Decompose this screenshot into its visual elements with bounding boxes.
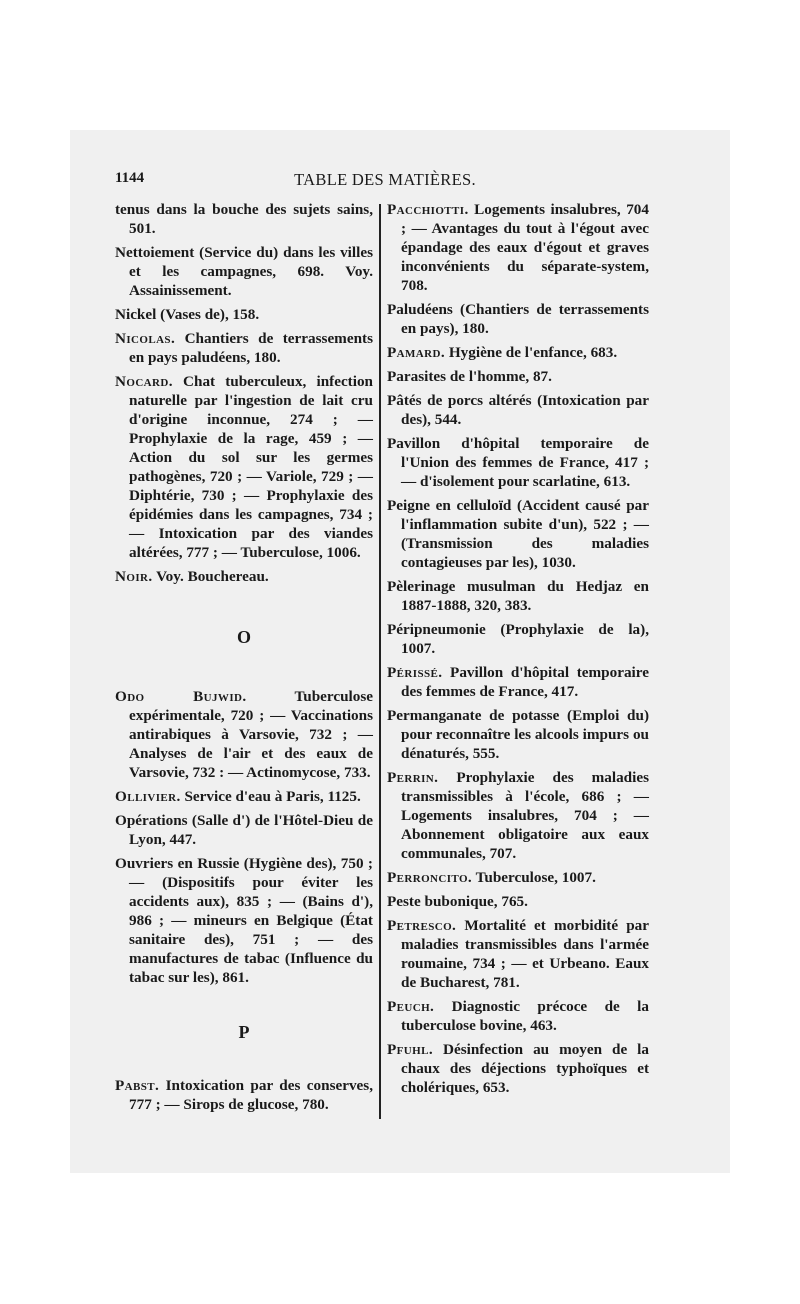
entry-text: Peigne en celluloïd (Accident causé par l'inflammation subite d'un), 522 ; — (Transmission des maladies contagieuses par les), 1030. — [387, 497, 649, 571]
entry-headword: Pabst. — [115, 1077, 160, 1094]
index-entry — [387, 706, 649, 763]
entry-text: Diagnostic précoce de la tuberculose bovine, 463. — [401, 998, 649, 1034]
entry-text: Pèlerinage musulman du Hedjaz en 1887-1888, 320, 383. — [387, 578, 649, 614]
entry-text: Logements insalubres, 704 ; — Avantages du tout à l'égout avec épandage des eaux d'égout et graves inconvénients du séparate-system, 708. — [401, 201, 649, 294]
index-entry — [387, 1040, 649, 1097]
entry-headword: Pamard. — [387, 344, 446, 361]
index-entry — [115, 1076, 373, 1114]
entry-text: Intoxication par des conserves, 777 ; — Sirops de glucose, 780. — [129, 1077, 373, 1113]
entry-headword: Périssé. — [387, 664, 443, 681]
entry-text: Opérations (Salle d') de l'Hôtel-Dieu de Lyon, 447. — [115, 812, 373, 848]
index-entry — [115, 567, 373, 586]
entry-text: Désinfection au moyen de la chaux des déjections typhoïques et cholériques, 653. — [401, 1041, 649, 1096]
entry-text: Voy. Bouchereau. — [152, 568, 269, 585]
index-entry — [115, 243, 373, 300]
index-entry — [387, 997, 649, 1035]
entry-headword: Noir. — [115, 568, 153, 585]
index-entry — [115, 687, 373, 782]
index-entry — [115, 372, 373, 562]
entry-headword: Pfuhl. — [387, 1041, 434, 1058]
column-rule — [379, 204, 381, 1119]
entry-headword: Pacchiotti. — [387, 201, 469, 218]
running-title: TABLE DES MATIÈRES. — [294, 170, 476, 189]
index-entry — [115, 854, 373, 987]
left-column — [115, 200, 373, 1119]
entry-text: Permanganate de potasse (Emploi du) pour reconnaître les alcools impurs ou dénaturés, 555. — [387, 707, 649, 762]
index-entry — [115, 305, 373, 324]
entry-text: Prophylaxie des maladies transmissibles à l'école, 686 ; — Logements insalubres, 704 ; — Abonnement obligatoire aux eaux communales, 707. — [401, 769, 649, 862]
entry-text: Pavillon d'hôpital temporaire des femmes de France, 417. — [401, 664, 649, 700]
page-header — [115, 170, 655, 194]
index-entry — [387, 300, 649, 338]
index-entry — [387, 768, 649, 863]
page-number: 1144 — [115, 170, 145, 186]
index-entry — [387, 620, 649, 658]
entry-text: Parasites de l'homme, 87. — [387, 368, 552, 385]
index-entry — [387, 367, 649, 386]
entry-headword: Nicolas. — [115, 330, 176, 347]
entry-headword: Perroncito. — [387, 869, 473, 886]
entry-headword: Ollivier. — [115, 788, 181, 805]
entry-text: Chat tuberculeux, infection naturelle par l'ingestion de lait cru d'origine inconnue, 274 ; — Prophylaxie de la rage, 459 ; — Action du sol sur les germes pathogènes, 720 ; — Variole, 729 ; — Diphtérie, 730 ; — Prophylaxie des épidémies dans les campagnes, 734 ; — Intoxication par des viandes altérées, 777 ; — Tuberculose, 1006. — [129, 373, 373, 561]
entry-text: Ouvriers en Russie (Hygiène des), 750 ; — (Dispositifs pour éviter les accidents aux), 835 ; — (Bains d'), 986 ; — mineurs en Belgique (État sanitaire des), 751 ; — des manufactures de tabac (Influence du tabac sur les), 861. — [115, 855, 373, 986]
index-entry — [387, 663, 649, 701]
entry-headword: Perrin. — [387, 769, 439, 786]
entry-text: Paludéens (Chantiers de terrassements en pays), 180. — [387, 301, 649, 337]
entry-headword: Petresco. — [387, 917, 457, 934]
entry-text: Tuberculose, 1007. — [472, 869, 596, 886]
entry-text: Nettoiement (Service du) dans les villes et les campagnes, 698. Voy. Assainissement. — [115, 244, 373, 299]
index-entry — [115, 787, 373, 806]
entry-headword: Odo Bujwid. — [115, 688, 247, 705]
entry-text: Pavillon d'hôpital temporaire de l'Union des femmes de France, 417 ; — d'isolement pour scarlatine, 613. — [387, 435, 649, 490]
index-entry — [387, 892, 649, 911]
right-column — [387, 200, 649, 1102]
entry-text: Tuberculose expérimentale, 720 ; — Vaccinations antirabiques à Varsovie, 732 ; — Analyses de l'air et des eaux de Varsovie, 732 : — Actinomycose, 733. — [129, 688, 373, 781]
index-entry — [115, 329, 373, 367]
entry-text: tenus dans la bouche des sujets sains, 501. — [115, 201, 373, 237]
index-entry — [387, 577, 649, 615]
index-entry — [387, 343, 649, 362]
index-entry — [387, 434, 649, 491]
index-entry — [387, 391, 649, 429]
index-entry — [387, 916, 649, 992]
entry-headword: Nocard. — [115, 373, 173, 390]
index-entry — [387, 496, 649, 572]
section-letter-o: O — [236, 627, 251, 647]
entry-text: Peste bubonique, 765. — [387, 893, 528, 910]
section-letter-p: P — [238, 1022, 250, 1042]
entry-text: Chantiers de terrassements en pays paludéens, 180. — [129, 330, 373, 366]
index-entry — [115, 200, 373, 238]
index-entry — [387, 868, 649, 887]
entry-text: Nickel (Vases de), 158. — [115, 306, 260, 323]
entry-headword: Peuch. — [387, 998, 435, 1015]
index-entry — [387, 200, 649, 295]
index-entry — [115, 811, 373, 849]
entry-text: Pâtés de porcs altérés (Intoxication par des), 544. — [387, 392, 649, 428]
entry-text: Péripneumonie (Prophylaxie de la), 1007. — [387, 621, 649, 657]
entry-text: Mortalité et morbidité par maladies transmissibles dans l'armée roumaine, 734 ; — et Urbeano. Eaux de Bucharest, 781. — [401, 917, 649, 991]
entry-text: Service d'eau à Paris, 1125. — [180, 788, 361, 805]
entry-text: Hygiène de l'enfance, 683. — [445, 344, 618, 361]
